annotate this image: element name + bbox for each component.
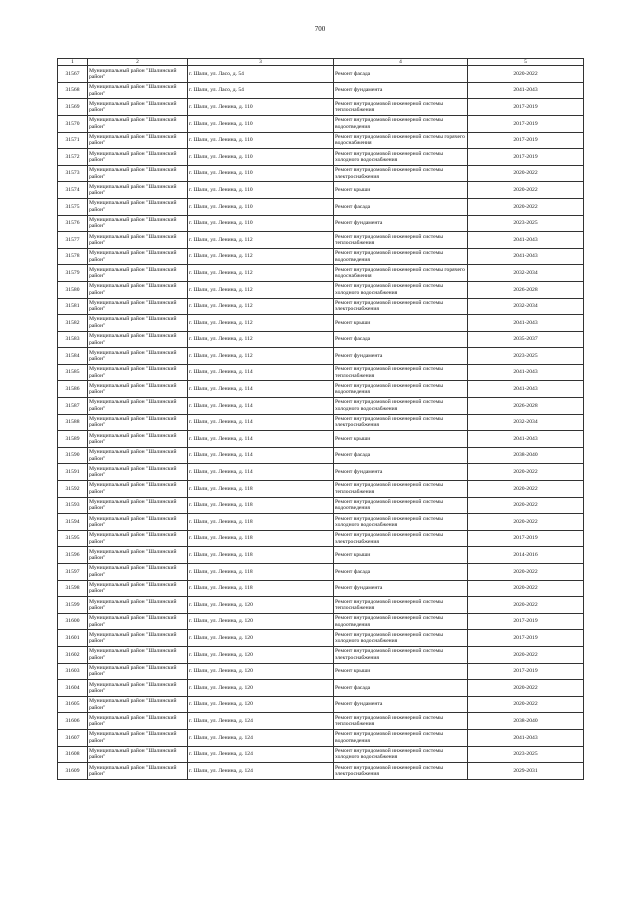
municipality-cell: Муниципальный район "Шалинский район" — [88, 646, 188, 663]
municipality-cell: Муниципальный район "Шалинский район" — [88, 763, 188, 780]
table-row — [58, 232, 584, 249]
period-cell: 2041-2043 — [468, 729, 584, 746]
work-type-cell: Ремонт фундамента — [334, 82, 468, 99]
period-cell: 2020-2022 — [468, 66, 584, 83]
table-row — [58, 646, 584, 663]
municipality-cell: Муниципальный район "Шалинский район" — [88, 248, 188, 265]
row-number-cell: 31576 — [58, 215, 88, 232]
table-row — [58, 464, 584, 481]
work-type-cell: Ремонт внутридомовой инженерной системы теплоснабжения — [334, 364, 468, 381]
municipality-cell: Муниципальный район "Шалинский район" — [88, 481, 188, 498]
municipality-cell: Муниципальный район "Шалинский район" — [88, 348, 188, 365]
period-cell: 2026-2028 — [468, 398, 584, 415]
row-number-cell: 31589 — [58, 431, 88, 448]
table-row — [58, 182, 584, 199]
row-number-cell: 31607 — [58, 729, 88, 746]
address-cell: г. Шали, ул. Ленина, д. 118 — [188, 514, 334, 531]
municipality-cell: Муниципальный район "Шалинский район" — [88, 165, 188, 182]
table-row — [58, 580, 584, 597]
table-row — [58, 265, 584, 282]
period-cell: 2017-2019 — [468, 99, 584, 116]
work-type-cell: Ремонт фасада — [334, 331, 468, 348]
table-row — [58, 530, 584, 547]
page-number: 700 — [314, 25, 326, 33]
row-number-cell: 31604 — [58, 680, 88, 697]
period-cell: 2035-2037 — [468, 331, 584, 348]
period-cell: 2041-2043 — [468, 431, 584, 448]
table-row — [58, 348, 584, 365]
work-type-cell: Ремонт внутридомовой инженерной системы электроснабжения — [334, 530, 468, 547]
row-number-cell: 31594 — [58, 514, 88, 531]
period-cell: 2017-2019 — [468, 149, 584, 166]
address-cell: г. Шали, ул. Ленина, д. 124 — [188, 763, 334, 780]
column-header-period: 5 — [468, 59, 584, 66]
row-number-cell: 31569 — [58, 99, 88, 116]
municipality-cell: Муниципальный район "Шалинский район" — [88, 115, 188, 132]
work-type-cell: Ремонт фасада — [334, 680, 468, 697]
period-cell: 2020-2022 — [468, 481, 584, 498]
address-cell: г. Шали, ул. Ленина, д. 110 — [188, 182, 334, 199]
municipality-cell: Муниципальный район "Шалинский район" — [88, 547, 188, 564]
period-cell: 2017-2019 — [468, 663, 584, 680]
column-header-municipality: 2 — [88, 59, 188, 66]
table-row — [58, 514, 584, 531]
column-header-work-type: 4 — [334, 59, 468, 66]
municipality-cell: Муниципальный район "Шалинский район" — [88, 663, 188, 680]
municipality-cell: Муниципальный район "Шалинский район" — [88, 746, 188, 763]
period-cell: 2020-2022 — [468, 497, 584, 514]
address-cell: г. Шали, ул. Ленина, д. 114 — [188, 447, 334, 464]
address-cell: г. Шали, ул. Ленина, д. 118 — [188, 481, 334, 498]
address-cell: г. Шали, ул. Ленина, д. 120 — [188, 696, 334, 713]
repair-schedule-table — [57, 58, 584, 780]
work-type-cell: Ремонт внутридомовой инженерной системы водоотведения — [334, 248, 468, 265]
table-row — [58, 414, 584, 431]
period-cell: 2017-2019 — [468, 115, 584, 132]
row-number-cell: 31600 — [58, 613, 88, 630]
address-cell: г. Шали, ул. Ленина, д. 110 — [188, 165, 334, 182]
period-cell: 2041-2043 — [468, 82, 584, 99]
table-row — [58, 447, 584, 464]
table-row — [58, 149, 584, 166]
work-type-cell: Ремонт внутридомовой инженерной системы теплоснабжения — [334, 99, 468, 116]
period-cell: 2041-2043 — [468, 232, 584, 249]
address-cell: г. Шали, ул. Ленина, д. 112 — [188, 315, 334, 332]
municipality-cell: Муниципальный район "Шалинский район" — [88, 564, 188, 581]
table-row — [58, 248, 584, 265]
address-cell: г. Шали, ул. Ленина, д. 118 — [188, 547, 334, 564]
row-number-cell: 31601 — [58, 630, 88, 647]
period-cell: 2023-2025 — [468, 348, 584, 365]
address-cell: г. Шали, ул. Ленина, д. 112 — [188, 232, 334, 249]
address-cell: г. Шали, ул. Ленина, д. 112 — [188, 298, 334, 315]
municipality-cell: Муниципальный район "Шалинский район" — [88, 680, 188, 697]
table-body — [58, 66, 584, 780]
period-cell: 2020-2022 — [468, 564, 584, 581]
period-cell: 2032-2034 — [468, 265, 584, 282]
municipality-cell: Муниципальный район "Шалинский район" — [88, 381, 188, 398]
address-cell: г. Шали, ул. Ленина, д. 112 — [188, 281, 334, 298]
period-cell: 2020-2022 — [468, 680, 584, 697]
work-type-cell: Ремонт внутридомовой инженерной системы холодного водоснабжения — [334, 746, 468, 763]
period-cell: 2041-2043 — [468, 381, 584, 398]
row-number-cell: 31579 — [58, 265, 88, 282]
row-number-cell: 31586 — [58, 381, 88, 398]
work-type-cell: Ремонт внутридомовой инженерной системы холодного водоснабжения — [334, 398, 468, 415]
column-header-address: 3 — [188, 59, 334, 66]
work-type-cell: Ремонт фундамента — [334, 215, 468, 232]
row-number-cell: 31585 — [58, 364, 88, 381]
row-number-cell: 31574 — [58, 182, 88, 199]
table-row — [58, 99, 584, 116]
period-cell: 2020-2022 — [468, 646, 584, 663]
period-cell: 2023-2025 — [468, 746, 584, 763]
municipality-cell: Муниципальный район "Шалинский район" — [88, 447, 188, 464]
table-row — [58, 729, 584, 746]
municipality-cell: Муниципальный район "Шалинский район" — [88, 514, 188, 531]
period-cell: 2041-2043 — [468, 364, 584, 381]
work-type-cell: Ремонт крыши — [334, 663, 468, 680]
row-number-cell: 31575 — [58, 198, 88, 215]
table-row — [58, 315, 584, 332]
row-number-cell: 31583 — [58, 331, 88, 348]
address-cell: г. Шали, ул. Ленина, д. 112 — [188, 331, 334, 348]
table-row — [58, 298, 584, 315]
address-cell: г. Шали, ул. Ласо, д. 54 — [188, 66, 334, 83]
period-cell: 2014-2016 — [468, 547, 584, 564]
period-cell: 2026-2028 — [468, 281, 584, 298]
work-type-cell: Ремонт фасада — [334, 564, 468, 581]
period-cell: 2029-2031 — [468, 763, 584, 780]
work-type-cell: Ремонт внутридомовой инженерной системы холодного водоснабжения — [334, 281, 468, 298]
period-cell: 2020-2022 — [468, 696, 584, 713]
row-number-cell: 31573 — [58, 165, 88, 182]
row-number-cell: 31567 — [58, 66, 88, 83]
address-cell: г. Шали, ул. Ленина, д. 110 — [188, 215, 334, 232]
period-cell: 2017-2019 — [468, 630, 584, 647]
period-cell: 2020-2022 — [468, 182, 584, 199]
row-number-cell: 31597 — [58, 564, 88, 581]
municipality-cell: Муниципальный район "Шалинский район" — [88, 597, 188, 614]
work-type-cell: Ремонт внутридомовой инженерной системы электроснабжения — [334, 298, 468, 315]
municipality-cell: Муниципальный район "Шалинский район" — [88, 431, 188, 448]
work-type-cell: Ремонт внутридомовой инженерной системы теплоснабжения — [334, 481, 468, 498]
work-type-cell: Ремонт фундамента — [334, 696, 468, 713]
table-row — [58, 564, 584, 581]
row-number-cell: 31599 — [58, 597, 88, 614]
address-cell: г. Шали, ул. Ленина, д. 120 — [188, 613, 334, 630]
address-cell: г. Шали, ул. Ленина, д. 118 — [188, 497, 334, 514]
municipality-cell: Муниципальный район "Шалинский район" — [88, 630, 188, 647]
table-row — [58, 547, 584, 564]
address-cell: г. Шали, ул. Ленина, д. 110 — [188, 132, 334, 149]
row-number-cell: 31596 — [58, 547, 88, 564]
work-type-cell: Ремонт внутридомовой инженерной системы водоотведения — [334, 381, 468, 398]
municipality-cell: Муниципальный район "Шалинский район" — [88, 497, 188, 514]
municipality-cell: Муниципальный район "Шалинский район" — [88, 265, 188, 282]
table-row — [58, 680, 584, 697]
table-row — [58, 331, 584, 348]
row-number-cell: 31590 — [58, 447, 88, 464]
work-type-cell: Ремонт внутридомовой инженерной системы холодного водоснабжения — [334, 630, 468, 647]
period-cell: 2032-2034 — [468, 414, 584, 431]
municipality-cell: Муниципальный район "Шалинский район" — [88, 414, 188, 431]
work-type-cell: Ремонт крыши — [334, 182, 468, 199]
address-cell: г. Шали, ул. Ленина, д. 114 — [188, 414, 334, 431]
work-type-cell: Ремонт фундамента — [334, 580, 468, 597]
address-cell: г. Шали, ул. Ленина, д. 120 — [188, 630, 334, 647]
work-type-cell: Ремонт фундамента — [334, 348, 468, 365]
table-row — [58, 364, 584, 381]
table-row — [58, 497, 584, 514]
municipality-cell: Муниципальный район "Шалинский район" — [88, 696, 188, 713]
row-number-cell: 31605 — [58, 696, 88, 713]
municipality-cell: Муниципальный район "Шалинский район" — [88, 315, 188, 332]
row-number-cell: 31608 — [58, 746, 88, 763]
table-row — [58, 713, 584, 730]
municipality-cell: Муниципальный район "Шалинский район" — [88, 464, 188, 481]
address-cell: г. Шали, ул. Ленина, д. 114 — [188, 398, 334, 415]
address-cell: г. Шали, ул. Ленина, д. 124 — [188, 746, 334, 763]
row-number-cell: 31595 — [58, 530, 88, 547]
table-row — [58, 398, 584, 415]
work-type-cell: Ремонт крыши — [334, 547, 468, 564]
table-row — [58, 696, 584, 713]
address-cell: г. Шали, ул. Ленина, д. 112 — [188, 348, 334, 365]
row-number-cell: 31584 — [58, 348, 88, 365]
address-cell: г. Шали, ул. Ленина, д. 112 — [188, 248, 334, 265]
period-cell: 2017-2019 — [468, 530, 584, 547]
address-cell: г. Шали, ул. Ленина, д. 124 — [188, 713, 334, 730]
municipality-cell: Муниципальный район "Шалинский район" — [88, 398, 188, 415]
municipality-cell: Муниципальный район "Шалинский район" — [88, 298, 188, 315]
table-row — [58, 198, 584, 215]
work-type-cell: Ремонт внутридомовой инженерной системы горячего водоснабжения — [334, 265, 468, 282]
municipality-cell: Муниципальный район "Шалинский район" — [88, 132, 188, 149]
municipality-cell: Муниципальный район "Шалинский район" — [88, 729, 188, 746]
period-cell: 2020-2022 — [468, 464, 584, 481]
row-number-cell: 31568 — [58, 82, 88, 99]
row-number-cell: 31577 — [58, 232, 88, 249]
work-type-cell: Ремонт внутридомовой инженерной системы теплоснабжения — [334, 597, 468, 614]
work-type-cell: Ремонт фундамента — [334, 464, 468, 481]
address-cell: г. Шали, ул. Ленина, д. 118 — [188, 530, 334, 547]
row-number-cell: 31588 — [58, 414, 88, 431]
municipality-cell: Муниципальный район "Шалинский район" — [88, 232, 188, 249]
work-type-cell: Ремонт внутридомовой инженерной системы холодного водоснабжения — [334, 149, 468, 166]
municipality-cell: Муниципальный район "Шалинский район" — [88, 580, 188, 597]
municipality-cell: Муниципальный район "Шалинский район" — [88, 82, 188, 99]
address-cell: г. Шали, ул. Ленина, д. 114 — [188, 381, 334, 398]
municipality-cell: Муниципальный район "Шалинский район" — [88, 613, 188, 630]
row-number-cell: 31603 — [58, 663, 88, 680]
column-header-number: 1 — [58, 59, 88, 66]
work-type-cell: Ремонт внутридомовой инженерной системы холодного водоснабжения — [334, 514, 468, 531]
address-cell: г. Шали, ул. Ленина, д. 110 — [188, 99, 334, 116]
period-cell: 2020-2022 — [468, 597, 584, 614]
table-row — [58, 746, 584, 763]
row-number-cell: 31591 — [58, 464, 88, 481]
row-number-cell: 31582 — [58, 315, 88, 332]
period-cell: 2020-2022 — [468, 514, 584, 531]
municipality-cell: Муниципальный район "Шалинский район" — [88, 182, 188, 199]
table-header-row — [58, 59, 584, 66]
row-number-cell: 31570 — [58, 115, 88, 132]
work-type-cell: Ремонт крыши — [334, 315, 468, 332]
period-cell: 2020-2022 — [468, 580, 584, 597]
work-type-cell: Ремонт внутридомовой инженерной системы электроснабжения — [334, 414, 468, 431]
table-row — [58, 763, 584, 780]
address-cell: г. Шали, ул. Ленина, д. 114 — [188, 364, 334, 381]
work-type-cell: Ремонт внутридомовой инженерной системы теплоснабжения — [334, 232, 468, 249]
row-number-cell: 31598 — [58, 580, 88, 597]
table-row — [58, 115, 584, 132]
address-cell: г. Шали, ул. Ленина, д. 114 — [188, 431, 334, 448]
row-number-cell: 31593 — [58, 497, 88, 514]
work-type-cell: Ремонт внутридомовой инженерной системы водоотведения — [334, 613, 468, 630]
municipality-cell: Муниципальный район "Шалинский район" — [88, 530, 188, 547]
period-cell: 2017-2019 — [468, 613, 584, 630]
table-row — [58, 165, 584, 182]
period-cell: 2032-2034 — [468, 298, 584, 315]
row-number-cell: 31572 — [58, 149, 88, 166]
row-number-cell: 31571 — [58, 132, 88, 149]
work-type-cell: Ремонт внутридомовой инженерной системы электроснабжения — [334, 165, 468, 182]
period-cell: 2017-2019 — [468, 132, 584, 149]
municipality-cell: Муниципальный район "Шалинский район" — [88, 713, 188, 730]
row-number-cell: 31578 — [58, 248, 88, 265]
row-number-cell: 31602 — [58, 646, 88, 663]
address-cell: г. Шали, ул. Ленина, д. 110 — [188, 198, 334, 215]
work-type-cell: Ремонт внутридомовой инженерной системы водоотведения — [334, 729, 468, 746]
work-type-cell: Ремонт фасада — [334, 198, 468, 215]
address-cell: г. Шали, ул. Ленина, д. 120 — [188, 597, 334, 614]
table-row — [58, 431, 584, 448]
row-number-cell: 31609 — [58, 763, 88, 780]
address-cell: г. Шали, ул. Ленина, д. 118 — [188, 580, 334, 597]
table-row — [58, 281, 584, 298]
municipality-cell: Муниципальный район "Шалинский район" — [88, 215, 188, 232]
period-cell: 2041-2043 — [468, 315, 584, 332]
table-row — [58, 597, 584, 614]
table-row — [58, 381, 584, 398]
table-row — [58, 132, 584, 149]
municipality-cell: Муниципальный район "Шалинский район" — [88, 331, 188, 348]
municipality-cell: Муниципальный район "Шалинский район" — [88, 198, 188, 215]
period-cell: 2038-2040 — [468, 447, 584, 464]
municipality-cell: Муниципальный район "Шалинский район" — [88, 149, 188, 166]
municipality-cell: Муниципальный район "Шалинский район" — [88, 66, 188, 83]
table-row — [58, 613, 584, 630]
municipality-cell: Муниципальный район "Шалинский район" — [88, 99, 188, 116]
address-cell: г. Шали, ул. Ленина, д. 110 — [188, 149, 334, 166]
address-cell: г. Шали, ул. Ленина, д. 120 — [188, 646, 334, 663]
municipality-cell: Муниципальный район "Шалинский район" — [88, 364, 188, 381]
work-type-cell: Ремонт внутридомовой инженерной системы электроснабжения — [334, 646, 468, 663]
table-row — [58, 82, 584, 99]
table-row — [58, 66, 584, 83]
row-number-cell: 31592 — [58, 481, 88, 498]
work-type-cell: Ремонт фасада — [334, 66, 468, 83]
period-cell: 2020-2022 — [468, 198, 584, 215]
period-cell: 2041-2043 — [468, 248, 584, 265]
address-cell: г. Шали, ул. Ласо, д. 54 — [188, 82, 334, 99]
address-cell: г. Шали, ул. Ленина, д. 110 — [188, 115, 334, 132]
table-row — [58, 215, 584, 232]
address-cell: г. Шали, ул. Ленина, д. 112 — [188, 265, 334, 282]
row-number-cell: 31581 — [58, 298, 88, 315]
address-cell: г. Шали, ул. Ленина, д. 124 — [188, 729, 334, 746]
table-row — [58, 630, 584, 647]
address-cell: г. Шали, ул. Ленина, д. 120 — [188, 680, 334, 697]
table-row — [58, 663, 584, 680]
work-type-cell: Ремонт внутридомовой инженерной системы горячего водоснабжения — [334, 132, 468, 149]
work-type-cell: Ремонт фасада — [334, 447, 468, 464]
row-number-cell: 31587 — [58, 398, 88, 415]
work-type-cell: Ремонт внутридомовой инженерной системы теплоснабжения — [334, 713, 468, 730]
work-type-cell: Ремонт крыши — [334, 431, 468, 448]
period-cell: 2020-2022 — [468, 165, 584, 182]
address-cell: г. Шали, ул. Ленина, д. 114 — [188, 464, 334, 481]
work-type-cell: Ремонт внутридомовой инженерной системы водоотведения — [334, 497, 468, 514]
row-number-cell: 31580 — [58, 281, 88, 298]
work-type-cell: Ремонт внутридомовой инженерной системы электроснабжения — [334, 763, 468, 780]
work-type-cell: Ремонт внутридомовой инженерной системы водоотведения — [334, 115, 468, 132]
municipality-cell: Муниципальный район "Шалинский район" — [88, 281, 188, 298]
address-cell: г. Шали, ул. Ленина, д. 118 — [188, 564, 334, 581]
period-cell: 2023-2025 — [468, 215, 584, 232]
table-row — [58, 481, 584, 498]
period-cell: 2038-2040 — [468, 713, 584, 730]
row-number-cell: 31606 — [58, 713, 88, 730]
address-cell: г. Шали, ул. Ленина, д. 120 — [188, 663, 334, 680]
